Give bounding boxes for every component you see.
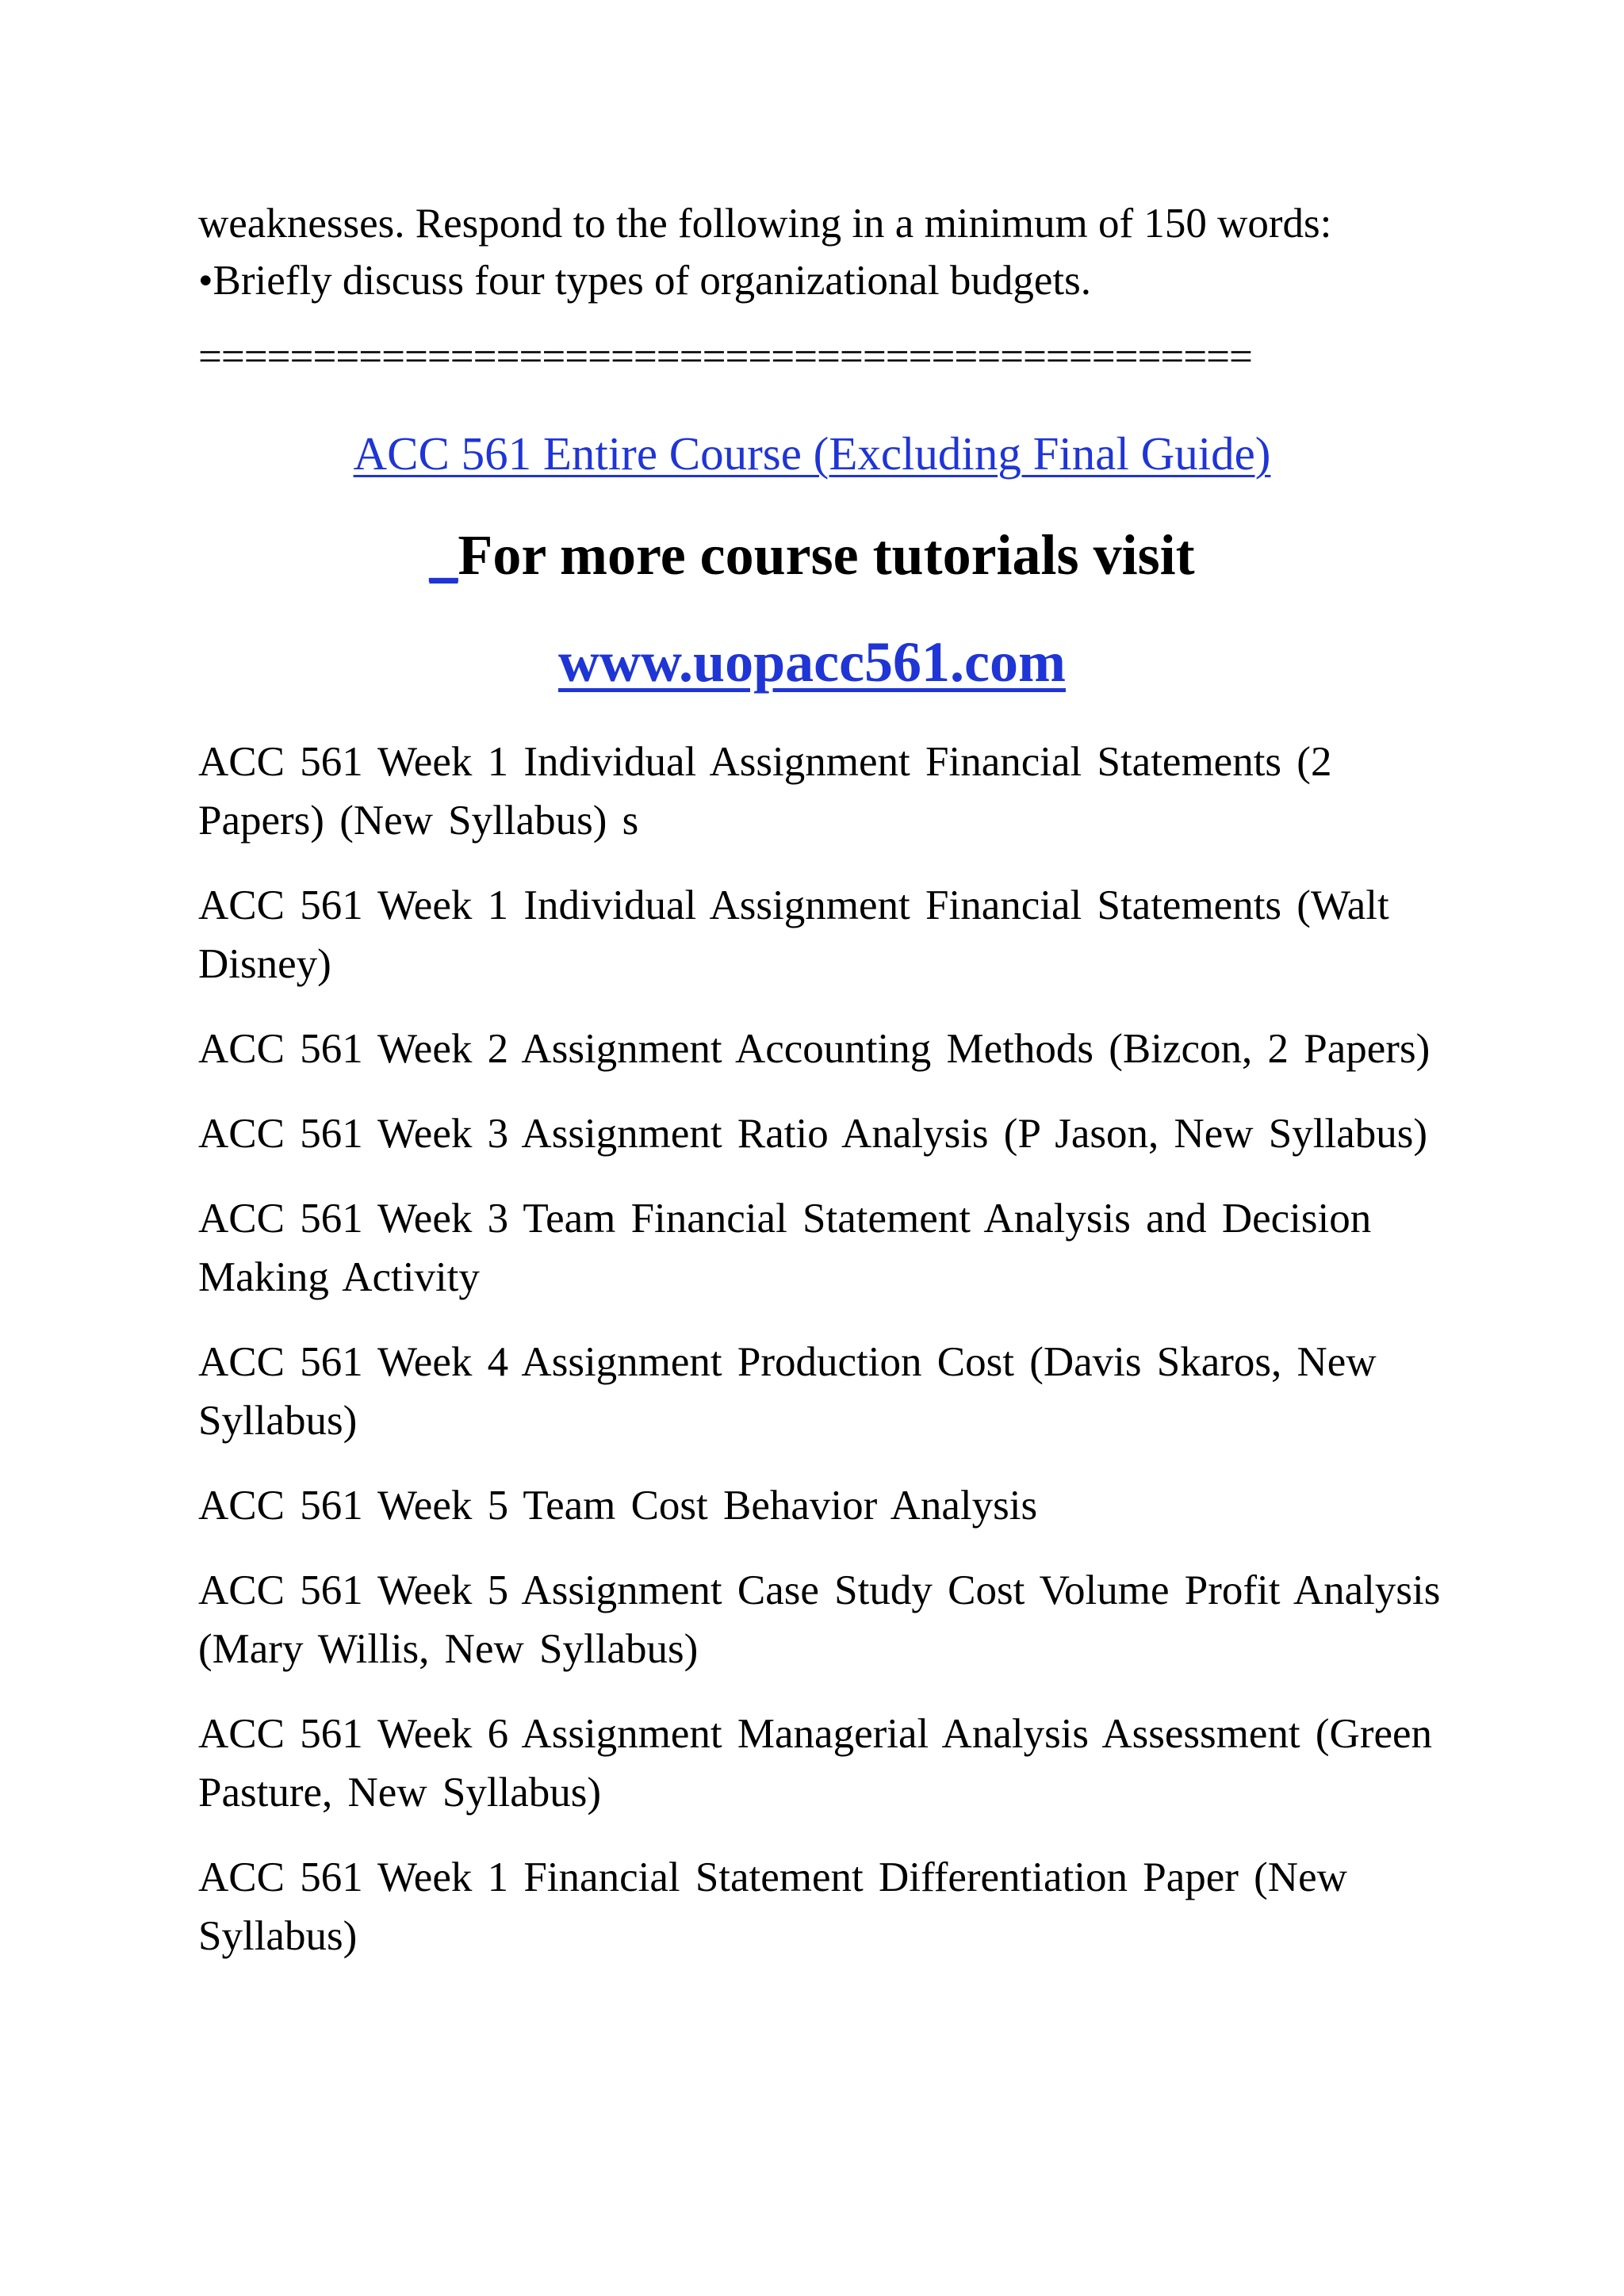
intro-line-1: weaknesses. Respond to the following in a minimum of 150 words:	[198, 201, 1332, 247]
course-item: ACC 561 Week 1 Individual Assignment Financial Statements (Walt Disney)	[198, 882, 1389, 987]
course-item: ACC 561 Week 1 Individual Assignment Financial Statements (2 Papers) (New Syllabus) s	[198, 739, 1332, 844]
course-item: ACC 561 Week 5 Team Cost Behavior Analysis	[198, 1483, 1038, 1529]
course-item: ACC 561 Week 1 Financial Statement Differentiation Paper (New Syllabus)	[198, 1854, 1347, 1959]
course-item: ACC 561 Week 3 Team Financial Statement Analysis and Decision Making Activity	[198, 1196, 1372, 1300]
website-link[interactable]: www.uopacc561.com	[558, 630, 1066, 694]
separator-line: ==============================================	[198, 334, 1252, 380]
site-link-line	[0, 626, 1624, 698]
tutorials-heading-text: For more course tutorials visit	[458, 523, 1195, 587]
course-item: ACC 561 Week 4 Assignment Production Cost (Davis Skaros, New Syllabus)	[198, 1339, 1377, 1444]
intro-line-2: •Briefly discuss four types of organizational budgets.	[198, 258, 1091, 304]
underscore-link[interactable]: _	[429, 523, 458, 587]
entire-course-link[interactable]: ACC 561 Entire Course (Excluding Final Guide)	[353, 427, 1271, 480]
tutorials-heading	[0, 520, 1624, 590]
course-list	[198, 733, 1443, 1992]
course-item: ACC 561 Week 3 Assignment Ratio Analysis (P Jason, New Syllabus)	[198, 1111, 1428, 1157]
course-item: ACC 561 Week 2 Assignment Accounting Methods (Bizcon, 2 Papers)	[198, 1026, 1431, 1072]
course-item: ACC 561 Week 5 Assignment Case Study Cost Volume Profit Analysis (Mary Willis, New Syllabus)	[198, 1567, 1441, 1672]
intro-paragraph	[198, 195, 1435, 309]
course-link-line	[0, 425, 1624, 482]
course-item: ACC 561 Week 6 Assignment Managerial Analysis Assessment (Green Pasture, New Syllabus)	[198, 1711, 1433, 1816]
